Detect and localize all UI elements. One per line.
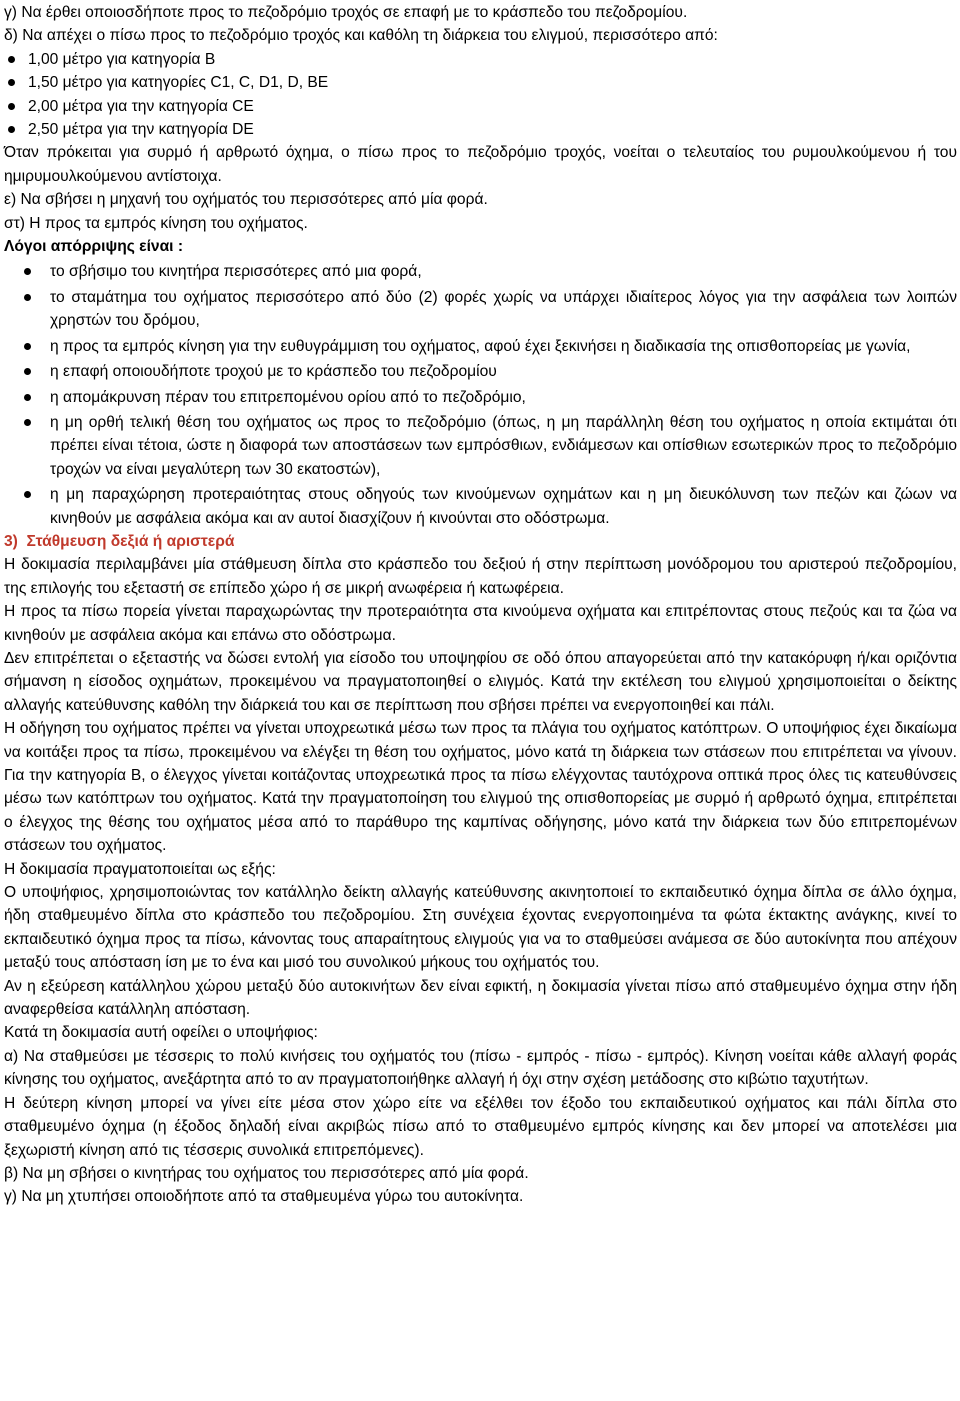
rejection-reason: το σβήσιμο του κινητήρα περισσότερες από μια φορά, — [4, 260, 957, 283]
distance-item: 2,00 μέτρα για την κατηγορία CE — [4, 95, 957, 118]
rejection-reasons-list — [4, 260, 957, 529]
section-3-heading: 3) Στάθμευση δεξιά ή αριστερά — [4, 532, 235, 550]
rejection-reason: η επαφή οποιουδήποτε τροχού με το κράσπεδο του πεζοδρομίου — [4, 360, 957, 383]
section-3-paragraph: γ) Να μη χτυπήσει οποιοδήποτε από τα σταθμευμένα γύρω του αυτοκίνητα. — [4, 1188, 524, 1206]
requirement-st: στ) Η προς τα εμπρός κίνηση του οχήματος. — [4, 214, 308, 232]
rejection-reason: η απομάκρυνση πέραν του επιτρεπομένου ορίου από το πεζοδρόμιο, — [4, 386, 957, 409]
requirement-d: δ) Να απέχει ο πίσω προς το πεζοδρόμιο τροχός και καθόλη τη διάρκεια του ελιγμού, περισσότερο από: — [4, 27, 718, 45]
section-3-paragraph: α) Να σταθμεύσει με τέσσερις το πολύ κινήσεις του οχήματός του (πίσω - εμπρός - πίσω - εμπρός). Κίνηση νοείται κάθε αλλαγή φοράς κίνησης του οχήματος, ανεξάρτητα από το αν πραγματοποιήθηκε αλλαγή ή όχι στην σχέση μετάδοσης στο κιβώτιο ταχυτήτων. — [4, 1047, 957, 1089]
section-3-paragraph: Η δοκιμασία πραγματοποιείται ως εξής: — [4, 860, 276, 878]
rejection-reason: η μη παραχώρηση προτεραιότητας στους οδηγούς των κινούμενων οχημάτων και η μη διευκόλυνση των πεζών και ζώων να κινηθούν με ασφάλεια ακόμα και αν αυτοί διασχίζουν ή κινούνται στο οδόστρωμα. — [4, 483, 957, 530]
distance-item: 2,50 μέτρα για την κατηγορία DE — [4, 118, 957, 141]
section-3-paragraph: Αν η εξεύρεση κατάλληλου χώρου μεταξύ δύο αυτοκινήτων δεν είναι εφικτή, η δοκιμασία γίνεται πίσω από σταθμευμένο όχημα στην ήδη αναφερθείσα κατάλληλη απόσταση. — [4, 977, 957, 1019]
requirement-g: γ) Να έρθει οποιοσδήποτε προς το πεζοδρόμιο τροχός σε επαφή με το κράσπεδο του πεζοδρομίου. — [4, 4, 688, 21]
section-3-paragraph: Δεν επιτρέπεται ο εξεταστής να δώσει εντολή για είσοδο του υποψηφίου σε οδό όπου απαγορεύεται από την κατακόρυφη ή/και οριζόντια σήμανση η είσοδος οχημάτων, προκειμένου να πραγματοποιηθεί ο ελιγμός. Κατά την εκτέλεση του ελιγμού χρησιμοποιείται ο δείκτης αλλαγής κατεύθυνσης καθόλη την διάρκειά του και σε περίπτωση που σβήσει πρέπει να ενεργοποιηθεί και πάλι. — [4, 649, 957, 714]
rejection-reason: η προς τα εμπρός κίνηση για την ευθυγράμμιση του οχήματος, αφού έχει ξεκινήσει η διαδικασία της οπισθοπορείας με γωνία, — [4, 335, 957, 358]
rejection-reason: η μη ορθή τελική θέση του οχήματος ως προς το πεζοδρόμιο (όπως, η μη παράλληλη θέση του οχήματος η οποία εκτιμάται ότι πρέπει είναι τέτοια, ώστε η διαφορά των αποστάσεων των εμπρόσθιων, ενδιάμεσων και οπίσθιων εσωτερικών προς το πεζοδρόμιο τροχών να είναι μεγαλύτερη των 30 εκατοστών), — [4, 411, 957, 481]
document-page — [4, 1, 957, 1209]
rejection-reasons-heading: Λόγοι απόρριψης είναι : — [4, 238, 184, 256]
section-3-paragraph: Η δεύτερη κίνηση μπορεί να γίνει είτε μέσα στον χώρο είτε να εξέλθει τον έξοδο του εκπαιδευτικού οχήματος και πάλι δίπλα στο σταθμευμένο όχημα (η έξοδος δηλαδή είναι ακριβώς πίσω από το σταθμευμένο εμπρός κίνησης και δεν μπορεί να αποτελέσει μια ξεχωριστή κίνηση από τις τέσσερις συνολικά επιτρεπόμενες). — [4, 1094, 957, 1159]
requirement-e: ε) Να σβήσει η μηχανή του οχήματός του περισσότερες από μία φορά. — [4, 191, 488, 209]
rejection-reason: το σταμάτημα του οχήματος περισσότερο από δύο (2) φορές χωρίς να υπάρχει ιδιαίτερος λόγος για την ασφάλεια των λοιπών χρηστών του δρόμου, — [4, 286, 957, 333]
section-3-paragraph: β) Να μη σβήσει ο κινητήρας του οχήματος του περισσότερες από μία φορά. — [4, 1164, 529, 1182]
distance-list — [4, 48, 957, 142]
section-3-paragraph: Η οδήγηση του οχήματος πρέπει να γίνεται υποχρεωτικά μέσω των προς τα πλάγια του οχήματος κατόπτρων. Ο υποψήφιος έχει δικαίωμα να κοιτάξει προς τα πίσω, προκειμένου να ελέγξει τη θέση του οχήματος, μόνο κατά τη διάρκεια των στάσεων που επιτρέπεται να γίνουν. Για την κατηγορία Β, ο έλεγχος γίνεται κοιτάζοντας υποχρεωτικά προς τα πίσω ελέγχοντας ταυτόχρονα οπτικά προς όλες τις κατευθύνσεις μέσω των κατόπτρων του οχήματος. Κατά την πραγματοποίηση του ελιγμού της οπισθοπορείας με συρμό ή αρθρωτό όχημα, επιτρέπεται ο έλεγχος της θέσης του οχήματος μέσα από το παράθυρο της καμπίνας οδήγησης, μόνο κατά την διάρκεια των δύο επιτρεπομένων στάσεων του οχήματος. — [4, 720, 957, 855]
section-3-paragraph: Ο υποψήφιος, χρησιμοποιώντας τον κατάλληλο δείκτη αλλαγής κατεύθυνσης ακινητοποιεί το εκπαιδευτικό όχημα δίπλα σε άλλο όχημα, ήδη σταθμευμένο δίπλα στο κράσπεδο του πεζοδρομίου. Στη συνέχεια έχοντας ενεργοποιημένα τα φώτα έκτακτης ανάγκης, κινεί το εκπαιδευτικό όχημα προς τα πίσω, κάνοντας τους απαραίτητους ελιγμούς για να το σταθμεύσει ανάμεσα σε δύο αυτοκίνητα που απέχουν μεταξύ τους απόσταση ίση με το ένα και μισό του συνολικού μήκους του οχήματός του. — [4, 884, 957, 972]
section-3-paragraph: Κατά τη δοκιμασία αυτή οφείλει ο υποψήφιος: — [4, 1024, 318, 1042]
distance-item: 1,50 μέτρο για κατηγορίες C1, C, D1, D, BE — [4, 71, 957, 94]
section-3-paragraph: Η δοκιμασία περιλαμβάνει μία στάθμευση δίπλα στο κράσπεδο του δεξιού ή στην περίπτωση μονόδρομου του αριστερού πεζοδρομίου, της επιλογής του εξεταστή σε επίπεδο χώρο ή σε μικρή ανωφέρεια ή κατωφέρεια. — [4, 556, 957, 597]
distance-item: 1,00 μέτρο για κατηγορία Β — [4, 48, 957, 71]
articulated-vehicle-note: Όταν πρόκειται για συρμό ή αρθρωτό όχημα, ο πίσω προς το πεζοδρόμιο τροχός, νοείται ο τελευταίος του ρυμουλκούμενου ή του ημιρυμουλκούμενου αντίστοιχα. — [4, 144, 957, 185]
section-3-paragraph: Η προς τα πίσω πορεία γίνεται παραχωρώντας την προτεραιότητα στα κινούμενα οχήματα και επιτρέποντας στους πεζούς και τα ζώα να κινηθούν με ασφάλεια ακόμα και επάνω στο οδόστρωμα. — [4, 603, 957, 644]
